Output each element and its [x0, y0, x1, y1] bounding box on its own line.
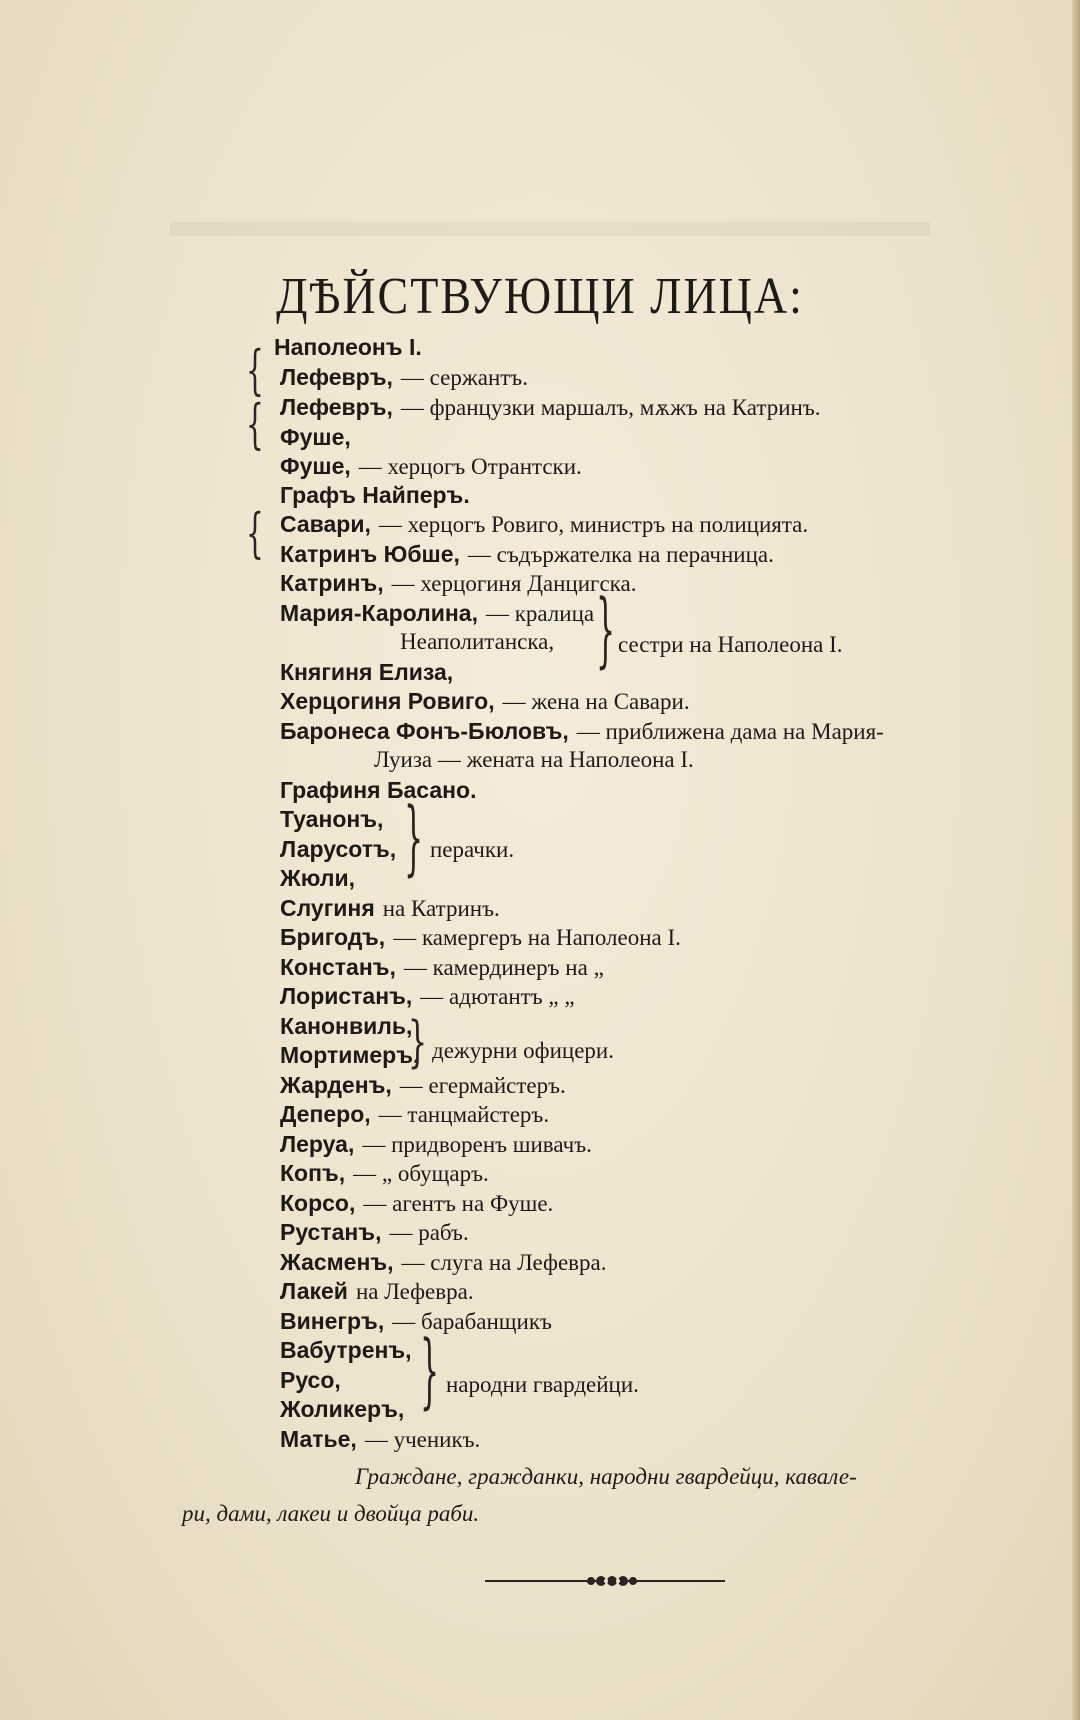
character-role: — адютантъ „ „	[420, 984, 575, 1009]
character-role: — рабъ.	[389, 1220, 469, 1245]
character-role: — приближена дама на Мария-	[576, 719, 884, 744]
group-label-guards: народни гвардейци.	[446, 1372, 639, 1397]
cast-entry	[280, 1188, 553, 1219]
character-role: — французки маршалъ, мѫжъ на Катринъ.	[400, 395, 821, 420]
character-name: Жюли,	[280, 865, 355, 891]
character-name: Лефевръ,	[280, 394, 393, 420]
character-name: Вабутренъ,	[280, 1337, 412, 1363]
character-role: — камердинеръ на „	[403, 955, 604, 980]
character-name: Катринъ Юбше,	[280, 541, 460, 567]
group-label-washerwomen: перачки.	[430, 837, 515, 862]
cast-entry	[280, 362, 528, 393]
character-role: — херцогъ Отрантски.	[358, 454, 582, 479]
brace-officers: }	[408, 1010, 428, 1076]
cast-entry	[280, 1365, 341, 1396]
character-name: Констанъ,	[280, 954, 396, 980]
character-role: — придворенъ шивачъ.	[362, 1132, 592, 1157]
character-name: Винегръ,	[280, 1308, 385, 1334]
page-title: ДѢЙСТВУЮЩИ ЛИЦА:	[276, 266, 804, 324]
character-name: Мария-Каролина,	[280, 600, 478, 626]
character-role: — жена на Савари.	[502, 689, 690, 714]
cast-entry	[280, 422, 351, 453]
cast-entry	[280, 1394, 404, 1425]
group-label-officers: дежурни офицери.	[432, 1038, 614, 1063]
character-name: Катринъ,	[280, 570, 384, 596]
cast-entry	[280, 1424, 480, 1455]
character-name: Корсо,	[280, 1190, 356, 1216]
character-name: Лефевръ,	[280, 364, 393, 390]
character-name: Бригодъ,	[280, 924, 386, 950]
character-name: Леруа,	[280, 1131, 355, 1157]
cast-entry	[280, 922, 681, 953]
character-name: Деперо,	[280, 1101, 371, 1127]
cast-entry	[280, 1011, 412, 1042]
cast-entry	[280, 1099, 549, 1130]
cast-entry	[280, 509, 808, 540]
character-role: Неаполитанска,	[400, 629, 555, 654]
cast-entry	[280, 952, 604, 983]
character-role: — слуга на Лефевра.	[401, 1250, 607, 1275]
character-name: Канонвиль,	[280, 1013, 413, 1039]
character-name: Копъ,	[280, 1160, 346, 1186]
character-role: — кралица	[485, 601, 595, 626]
character-role: Луиза — жената на Наполеона I.	[374, 747, 694, 772]
cast-entry	[280, 893, 500, 924]
pair-brace-fouche: {	[246, 393, 264, 456]
character-role: — танцмайстеръ.	[378, 1102, 550, 1127]
character-name: Ларусотъ,	[280, 836, 397, 862]
cast-entry	[280, 657, 453, 688]
cast-entry	[280, 392, 820, 423]
cast-entry	[280, 598, 594, 629]
character-name: Жоликеръ,	[280, 1396, 405, 1422]
character-name: Лористанъ,	[280, 983, 413, 1009]
cast-entry	[280, 1247, 606, 1278]
extras-line-2: ри, дами, лакеи и двойца раби.	[182, 1501, 480, 1526]
group-label-sisters: сестри на Наполеона I.	[618, 632, 843, 657]
cast-entry	[280, 1306, 552, 1337]
character-name: Графъ Найперъ.	[280, 482, 470, 508]
character-name: Фуше,	[280, 424, 351, 450]
character-name: Херцогиня Ровиго,	[280, 688, 495, 714]
character-name: Княгиня Елиза,	[280, 659, 454, 685]
cast-entry	[374, 745, 694, 775]
character-role: — сержантъ.	[400, 365, 528, 390]
character-role: — агентъ на Фуше.	[363, 1191, 554, 1216]
page-edge	[1072, 0, 1080, 1720]
cast-entry	[280, 981, 575, 1012]
character-name: Слугиня	[280, 895, 375, 921]
cast-entry	[280, 1217, 469, 1248]
brace-guards: }	[420, 1324, 440, 1420]
character-name: Графиня Басано.	[280, 777, 477, 803]
extras-line-1: Граждане, гражданки, народни гвардейци, кавале-	[355, 1464, 857, 1489]
pair-brace-catherine: {	[246, 502, 264, 565]
cast-entry	[280, 1276, 474, 1307]
character-role: — барабанщикъ	[392, 1309, 552, 1334]
cast-entry	[280, 775, 477, 806]
cast-entry	[280, 1129, 592, 1160]
character-role: — съдържателка на перачница.	[467, 542, 774, 567]
character-role: — егермайстеръ.	[399, 1073, 566, 1098]
character-role: на Лефевра.	[355, 1279, 474, 1304]
character-name: Русо,	[280, 1367, 341, 1393]
ornament-divider	[485, 1570, 725, 1592]
pair-brace-lefevre: {	[246, 339, 264, 402]
brace-washerwomen: }	[404, 791, 424, 887]
cast-entry	[280, 804, 383, 835]
character-name: Фуше,	[280, 453, 351, 479]
cast-entry	[280, 480, 470, 511]
character-name: Наполеонъ I.	[274, 334, 422, 360]
character-name: Туанонъ,	[280, 806, 384, 832]
character-name: Лакей	[280, 1278, 348, 1304]
cast-entry	[280, 686, 690, 717]
character-role: — камергеръ на Наполеона I.	[393, 925, 681, 950]
cast-entry	[280, 716, 884, 747]
character-role: — херцогиня Данцигска.	[391, 571, 637, 596]
character-role: на Катринъ.	[382, 896, 500, 921]
cast-entry	[274, 332, 422, 363]
cast-entry	[280, 539, 774, 570]
brace-sisters: }	[596, 583, 616, 679]
character-role: — ученикъ.	[364, 1427, 481, 1452]
cast-entry	[400, 627, 554, 657]
character-name: Жасменъ,	[280, 1249, 394, 1275]
character-name: Баронеса Фонъ-Бюловъ,	[280, 718, 569, 744]
cast-entry	[280, 568, 636, 599]
character-role: — херцогъ Ровиго, министръ на полицията.	[378, 512, 809, 537]
character-name: Жарденъ,	[280, 1072, 392, 1098]
character-name: Рустанъ,	[280, 1219, 382, 1245]
character-name: Мортимеръ,	[280, 1042, 420, 1068]
character-role: — „ обущаръ.	[353, 1161, 489, 1186]
cast-entry	[280, 1158, 489, 1189]
cast-entry	[280, 863, 355, 894]
cast-entry	[280, 451, 582, 482]
character-name: Савари,	[280, 511, 371, 537]
cast-entry	[280, 834, 396, 865]
bleed-through-shadow	[170, 222, 930, 236]
cast-entry	[280, 1335, 412, 1366]
character-name: Матье,	[280, 1426, 357, 1452]
cast-entry	[280, 1040, 419, 1071]
